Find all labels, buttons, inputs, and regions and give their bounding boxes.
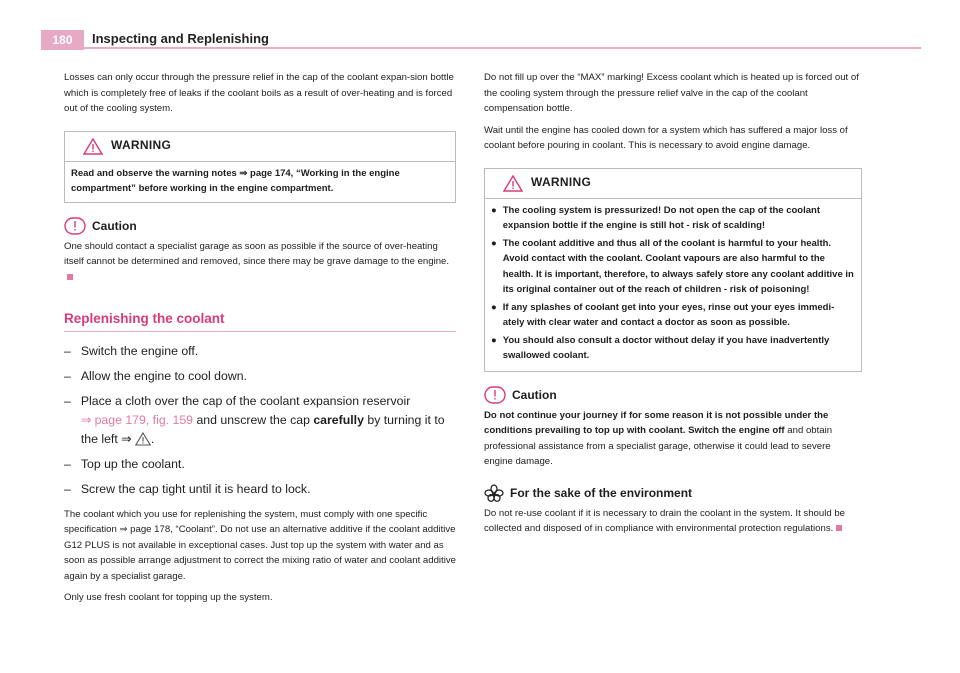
running-header-title: Inspecting and Replenishing [92,31,269,46]
caution-header [484,386,862,404]
steps-list [64,342,456,499]
caution-text: Do not continue your journey if for some reason it is not possible under the conditions prevailing to top up with coolant. Switch the engine off and obtain professional assistance from a specialist garage, otherwise it could lead to severe engine damage. [484,409,833,467]
fresh-coolant-paragraph: Only use fresh coolant for topping up the system. [64,592,273,603]
warning-item: ● The coolant additive and thus all of the coolant is harmful to your health. Avoid contact with the coolant. Coolant vapours are also harmful to the health. It is important, therefore, to always safely store any coolant additive in its original container out of the reach of children - risk of poisoning! [491,237,854,295]
warning-header [485,169,861,199]
warning-triangle-icon [83,138,103,155]
warning-list [485,199,861,371]
page-number: 180 [41,30,84,50]
step-item: – Allow the engine to cool down. [64,368,247,383]
figure-reference-link[interactable]: ⇒ page 179, fig. 159 [80,412,194,427]
end-marker-icon [67,274,73,280]
warning-item: ● If any splashes of coolant get into your eyes, rinse out your eyes immedi-ately with clear water and contact a doctor as soon as possible. [491,301,835,328]
step-item: – Screw the cap tight until it is heard to lock. [64,481,311,496]
warning-triangle-icon [135,432,151,446]
section-title: Replenishing the coolant [64,311,456,332]
engine-cool-paragraph: Wait until the engine has cooled down for a system which has suffered a major loss of coolant before pouring in coolant. This is necessary to avoid engine damage. [484,124,848,151]
caution-title: Caution [92,219,137,233]
step-item: – Switch the engine off. [64,343,199,358]
end-marker-icon [836,525,842,531]
warning-header [65,132,455,162]
intro-paragraph: Losses can only occur through the pressure relief in the cap of the coolant expan-sion bottle which is completely free of leaks if the coolant boils as a result of over-heating and is forced out of the cooling system. [64,72,454,114]
caution-text: One should contact a specialist garage as soon as possible if the source of over-heating itself cannot be determined and removed, since there may be grave damage to the engine. [64,239,456,286]
caution-exclamation-icon [64,217,86,235]
environment-header [484,484,862,502]
warning-title: WARNING [531,175,592,190]
warning-item: ● The cooling system is pressurized! Do not open the cap of the coolant expansion bottle if the engine is still hot - risk of scalding! [491,204,820,231]
left-column [64,70,456,612]
environment-text: Do not re-use coolant if it is necessary to drain the coolant in the system. It should be collected and disposed of in compliance with environmental protection regulations. [484,507,846,534]
caution-exclamation-icon [484,386,506,404]
caution-header [64,217,456,235]
caution-title: Caution [512,388,557,402]
right-column [484,70,862,543]
warning-title: WARNING [111,138,172,153]
max-marking-paragraph: Do not fill up over the “MAX” marking! Excess coolant which is heated up is forced out of the cooling system through the pressure relief valve in the cap of the coolant compensation bottle. [484,72,859,114]
warning-box [484,168,862,372]
environment-flower-icon [484,484,504,502]
warning-item: ● You should also consult a doctor without delay if you have inadvertently swallowed coolant. [491,334,830,361]
warning-text: Read and observe the warning notes ⇒ page 174, “Working in the engine compartment” before working in the engine compartment. [71,167,400,194]
header-rule [84,47,921,49]
warning-box [64,131,456,203]
step-item: – Place a cloth over the cap of the coolant expansion reservoir ⇒ page 179, fig. 159 and unscrew the cap carefully by turning it to the left ⇒ . [64,393,445,446]
environment-title: For the sake of the environment [510,486,693,500]
coolant-spec-paragraph: The coolant which you use for replenishing the system, must comply with one specific specification ⇒ page 178, “Coolant”. Do not use an alternative additive if the coolant additive G12 PLUS is not available in exceptional cases. Just top up the system with water and as soon as possible arrange adjustment to correct the mixing ratio of water and coolant additive again by a specialist garage. [64,508,456,582]
step-item: – Top up the coolant. [64,456,185,471]
warning-triangle-icon [503,175,523,192]
